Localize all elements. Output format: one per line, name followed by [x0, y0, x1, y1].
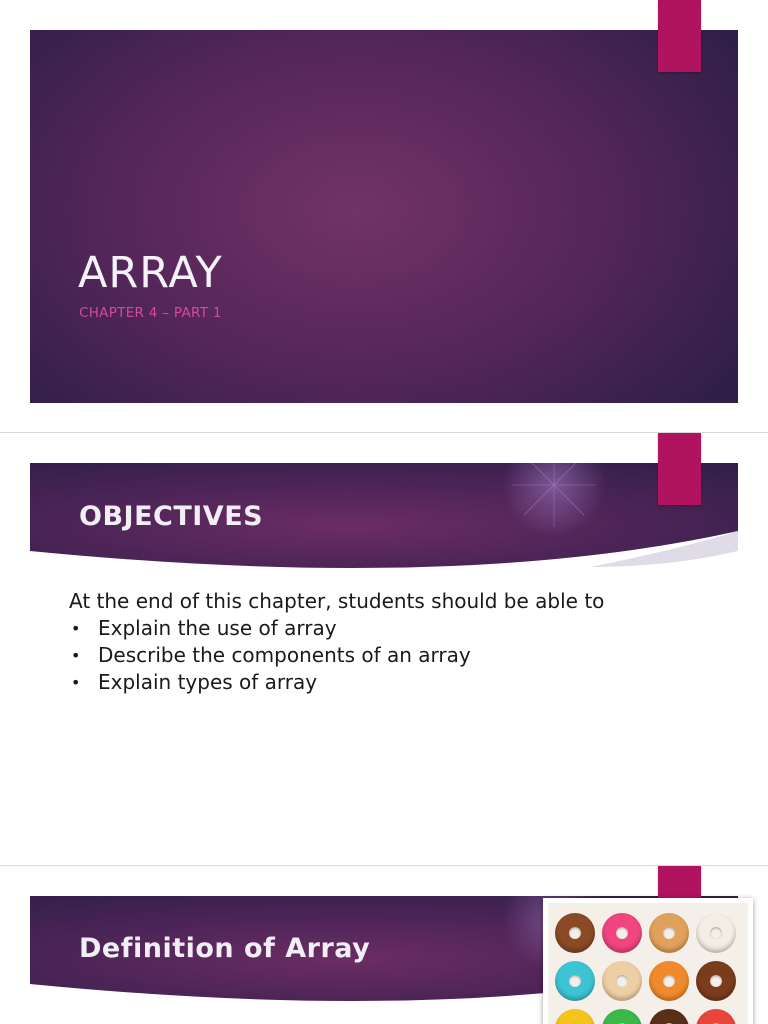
definition-slide [0, 866, 768, 1024]
donut-icon [602, 1009, 642, 1024]
accent-tab [658, 0, 701, 72]
donut-icon [649, 961, 689, 1001]
donut-icon [696, 1009, 736, 1024]
list-item: • Explain types of array [69, 669, 604, 696]
intro-text: At the end of this chapter, students should be able to [69, 589, 605, 613]
slide-title: Definition of Array [79, 933, 371, 964]
slide-subtitle: CHAPTER 4 – PART 1 [79, 305, 222, 321]
slide-title: OBJECTIVES [79, 501, 264, 532]
slide-body [69, 588, 604, 696]
donut-icon [649, 913, 689, 953]
donut-icon [555, 1009, 595, 1024]
title-slide-background [30, 30, 738, 403]
donut-icon [602, 961, 642, 1001]
accent-tab [658, 433, 701, 505]
slide-title: ARRAY [78, 248, 223, 298]
donut-icon [649, 1009, 689, 1024]
objectives-slide [0, 433, 768, 865]
donut-icon [696, 913, 736, 953]
title-slide [0, 0, 768, 432]
list-item: • Explain the use of array [69, 615, 604, 642]
donut-icon [555, 961, 595, 1001]
donut-icon [555, 913, 595, 953]
objectives-list [69, 615, 604, 696]
donut-icon [696, 961, 736, 1001]
list-item: • Describe the components of an array [69, 642, 604, 669]
donut-array-image [543, 898, 753, 1024]
donut-icon [602, 913, 642, 953]
donut-grid [555, 913, 736, 1024]
